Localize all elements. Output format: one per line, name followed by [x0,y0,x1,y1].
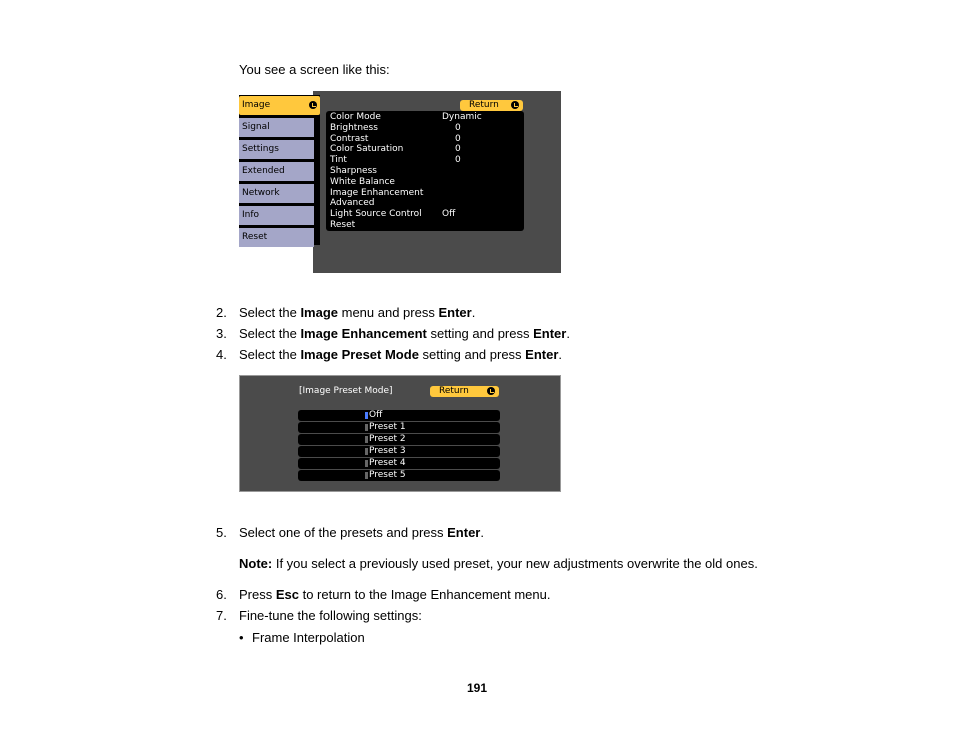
setting-value: 0 [455,155,461,165]
setting-row-light-source-control[interactable] [330,209,520,219]
step-text: . [558,347,563,362]
preset-label: Preset 5 [369,470,406,480]
setting-row-reset[interactable] [330,220,520,230]
preset-label: Preset 2 [369,434,406,444]
sidebar-item-label: Network [242,188,280,198]
step-text: Select the [239,305,301,320]
step-text: Select the [239,347,301,362]
return-label: Return [439,386,469,396]
setting-value: Off [442,209,456,219]
step-4 [216,347,227,362]
setting-value: Dynamic [442,112,482,122]
cursor-marker [365,472,368,479]
bullet-mark: • [239,630,244,645]
setting-value: 0 [455,134,461,144]
preset-option-4[interactable] [298,458,500,469]
step-number: 6. [216,587,227,602]
return-label: Return [469,100,499,110]
setting-label: White Balance [330,177,395,187]
setting-name: Image Enhancement [300,326,427,341]
step-5 [216,525,227,540]
preset-label: Preset 3 [369,446,406,456]
step-7 [216,608,227,623]
step-7-text: Fine-tune the following settings: [239,608,422,623]
step-3-text [239,326,570,341]
sidebar-item-signal[interactable] [239,118,314,137]
setting-label: Color Saturation [330,144,404,154]
sidebar-item-label: Settings [242,144,279,154]
setting-label: Contrast [330,134,369,144]
setting-label: Reset [330,220,356,230]
preset-mode-title: [Image Preset Mode] [299,386,393,396]
step-2 [216,305,227,320]
preset-option-off[interactable] [298,410,500,421]
setting-row-sharpness[interactable] [330,166,520,176]
sidebar-item-label: Reset [242,232,268,242]
note-text: If you select a previously used preset, your new adjustments overwrite the old ones. [272,556,758,571]
step-text: Press [239,587,276,602]
cursor-marker [365,424,368,431]
step-text: setting and press [426,326,534,341]
step-text: setting and press [418,347,526,362]
bullet-item-frame-interpolation: Frame Interpolation [252,630,365,645]
menu-name: Image [300,305,339,320]
preset-option-1[interactable] [298,422,500,433]
key-name: Enter [438,305,472,320]
setting-row-advanced[interactable] [330,198,520,208]
preset-option-3[interactable] [298,446,500,457]
setting-label: Brightness [330,123,378,133]
setting-row-brightness[interactable] [330,123,520,133]
key-name: Enter [533,326,567,341]
return-button[interactable] [430,386,499,397]
note [239,556,758,571]
setting-row-white-balance[interactable] [330,177,520,187]
sidebar-item-image[interactable] [239,96,320,115]
setting-name: Image Preset Mode [300,347,419,362]
step-number: 3. [216,326,227,341]
sidebar-item-network[interactable] [239,184,314,203]
key-name: Esc [275,587,299,602]
setting-label: Image Enhancement [330,188,424,198]
enter-icon [487,387,495,395]
sidebar-item-reset[interactable] [239,228,314,247]
sidebar-item-label: Signal [242,122,270,132]
sidebar-item-label: Extended [242,166,285,176]
step-5-text [239,525,484,540]
preset-option-5[interactable] [298,470,500,481]
key-name: Enter [525,347,559,362]
cursor-marker [365,436,368,443]
cursor-marker [365,448,368,455]
step-4-text [239,347,562,362]
intro-text: You see a screen like this: [239,62,390,77]
preset-label: Off [369,410,383,420]
step-text: menu and press [338,305,439,320]
setting-row-contrast[interactable] [330,134,520,144]
setting-label: Tint [330,155,347,165]
step-number: 5. [216,525,227,540]
sidebar-item-extended[interactable] [239,162,314,181]
cursor-marker [365,412,368,419]
step-2-text [239,305,475,320]
step-text: Select the [239,326,301,341]
step-text: to return to the Image Enhancement menu. [298,587,551,602]
enter-icon [309,101,317,109]
preset-option-2[interactable] [298,434,500,445]
key-name: Enter [447,525,481,540]
cursor-marker [365,460,368,467]
setting-label: Color Mode [330,112,381,122]
page-number: 191 [467,681,488,695]
enter-icon [511,101,519,109]
setting-label: Sharpness [330,166,377,176]
step-number: 7. [216,608,227,623]
sidebar-item-label: Image [242,100,271,110]
step-6-text [239,587,550,602]
setting-row-tint[interactable] [330,155,520,165]
step-text: Select one of the presets and press [239,525,448,540]
setting-label: Advanced [330,198,375,208]
step-number: 4. [216,347,227,362]
setting-label: Light Source Control [330,209,422,219]
step-3 [216,326,227,341]
setting-row-image-enhancement[interactable] [330,188,520,198]
step-text: . [480,525,484,540]
sidebar-item-info[interactable] [239,206,314,225]
sidebar-item-settings[interactable] [239,140,314,159]
note-label: Note: [239,556,273,571]
step-number: 2. [216,305,227,320]
step-text: . [566,326,570,341]
step-6 [216,587,227,602]
step-text: . [471,305,476,320]
preset-label: Preset 4 [369,458,406,468]
preset-label: Preset 1 [369,422,406,432]
setting-row-color-mode[interactable] [330,112,520,122]
return-button[interactable] [460,100,523,111]
setting-value: 0 [455,144,461,154]
sidebar-item-label: Info [242,210,260,220]
setting-row-color-saturation[interactable] [330,144,520,154]
setting-value: 0 [455,123,461,133]
